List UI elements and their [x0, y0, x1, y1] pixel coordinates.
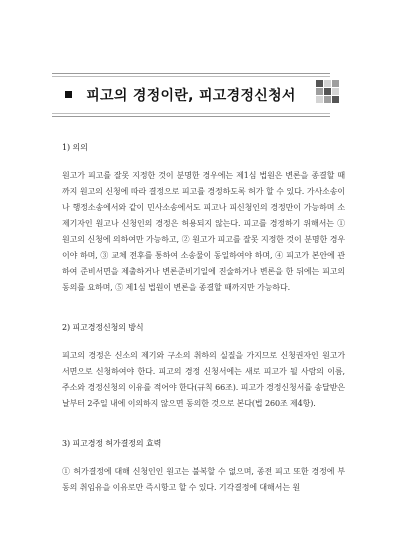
title-box: [52, 73, 330, 117]
section-paragraph: 피고의 경정은 신소의 제기와 구소의 취하의 실질을 가지므로 신청권자인 원고가 서면으로 신청하여야 한다. 피고의 경정 신청서에는 새로 피고가 될 사람의 이름, 주소와 경정신청의 이유를 적어야 한다(규칙 66조). 피고가 경정신청서를 송달받은 날부터 2주일 내에 이의하지 않으면 동의한 것으로 본다(법 260조 제4항).: [62, 351, 345, 408]
document-body: [62, 140, 345, 496]
section-paragraph: ① 허가결정에 대해 신청인인 원고는 불복할 수 없으며, 종전 피고 또한 경정에 부동의 취임유을 이유로만 즉시항고 할 수 있다. 기각결정에 대해서는 원: [62, 467, 345, 492]
section-heading: 2) 피고경정신청의 방식: [62, 323, 144, 332]
section-paragraph: 원고가 피고를 잘못 지정한 것이 분명한 경우에는 제1심 법원은 변론을 종결할 때까지 원고의 신청에 따라 결정으로 피고를 경정하도록 허가 할 수 있다. 가사소송이나 행정소송에서와 같이 민사소송에서도 피고나 피신청인의 경정만이 가능하며 소제기자인 원고나 신청인의 경정은 허용되지 않는다. 피고를 경정하기 위해서는 ① 원고의 신청에 의하여만 가능하고, ② 원고가 피고를 잘못 지정한 것이 분명한 경우이야 하며, ③ 교체 전후를 통하여 소송물이 동일하여야 하며, ④ 피고가 본안에 관하여 준비서면을 제출하거나 변론준비기일에 진술하거나 변론을 한 뒤에는 피고의 동의를 요하며, ⑤ 제1심 법원이 변론을 종결할 때까지만 가능하다.: [62, 171, 345, 292]
section-heading: 1) 의의: [62, 143, 88, 152]
section-heading: 3) 피고경정 허가결정의 효력: [62, 439, 162, 448]
page-title: 피고의 경정이란, 피고경정신청서: [86, 88, 296, 104]
checker-decoration-icon: [316, 80, 340, 104]
